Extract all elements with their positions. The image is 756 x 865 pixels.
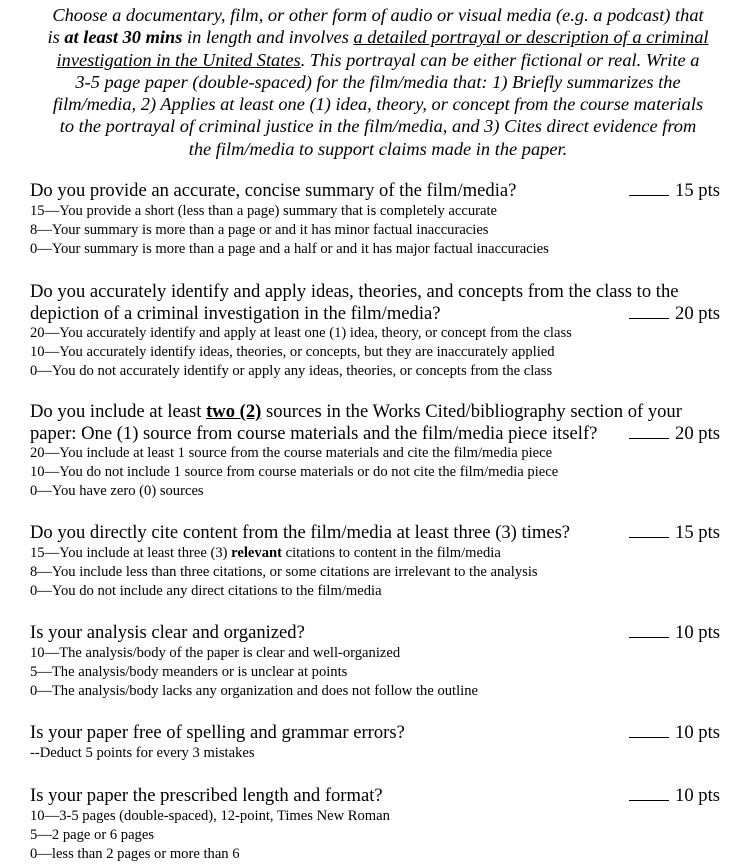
instr-line: the film/media to support claims made in the paper. xyxy=(188,138,568,159)
rubric-item-summary xyxy=(30,180,720,259)
rubric-question: depiction of a criminal investigation in the film/media? xyxy=(30,302,441,324)
criterion: 15—You provide a short (less than a page) summary that is completely accurate xyxy=(30,202,498,219)
score-blank[interactable] xyxy=(629,523,669,538)
rubric-item-grammar xyxy=(30,722,720,763)
criterion-text: 15—You include at least three (3) xyxy=(30,544,232,561)
instr-line: to the portrayal of criminal justice in the film/media, and 3) Cites direct evidence from xyxy=(59,116,697,137)
rubric-question: Do you provide an accurate, concise summary of the film/media? xyxy=(30,180,517,201)
points-label: 20 pts xyxy=(675,422,720,444)
criterion: 8—Your summary is more than a page or and it has minor factual inaccuracies xyxy=(30,221,489,238)
points-value xyxy=(629,622,720,644)
criterion: 0—You do not accurately identify or apply any ideas, theories, or concepts from the class xyxy=(30,363,553,380)
rubric-item-concepts xyxy=(30,281,720,382)
rubric-item-organization xyxy=(30,622,720,701)
score-blank[interactable] xyxy=(629,424,669,439)
instr-line: Choose a documentary, film, or other form of audio or visual media (e.g. a podcast) that xyxy=(52,5,704,25)
rubric-question: Is your paper free of spelling and grammar errors? xyxy=(30,722,405,743)
points-label: 10 pts xyxy=(675,785,720,806)
criterion: 20—You accurately identify and apply at least one (1) idea, theory, or concept from the class xyxy=(30,325,572,341)
rubric-question: Is your analysis clear and organized? xyxy=(30,622,305,643)
score-blank[interactable] xyxy=(629,304,669,319)
criterion: 0—Your summary is more than a page and a half or and it has major factual inaccuracies xyxy=(30,240,549,257)
instr-text: in length and involves xyxy=(182,27,354,48)
instr-line: film/media, 2) Applies at least one (1) idea, theory, or concept from the course materials xyxy=(52,94,704,115)
rubric-question: Do you directly cite content from the film/media at least three (3) times? xyxy=(30,522,571,543)
instr-line xyxy=(22,49,734,71)
criterion xyxy=(30,544,720,563)
score-blank[interactable] xyxy=(629,723,669,738)
points-label: 10 pts xyxy=(675,722,720,743)
points-label: 15 pts xyxy=(675,522,720,543)
criterion: 0—The analysis/body lacks any organization and does not follow the outline xyxy=(30,682,478,699)
rubric-item-length-format xyxy=(30,785,720,864)
rubric-item-citations xyxy=(30,522,720,601)
rubric-question xyxy=(30,401,720,423)
criterion: 10—3-5 pages (double-spaced), 12-point, Times New Roman xyxy=(30,807,390,824)
question-emphasis: two (2) xyxy=(206,401,262,422)
rubric-question: paper: One (1) source from course materials and the film/media piece itself? xyxy=(30,422,598,444)
score-blank[interactable] xyxy=(629,181,669,196)
rubric-question: Is your paper the prescribed length and format? xyxy=(30,785,383,806)
instr-line xyxy=(22,26,734,48)
instr-underline: a detailed portrayal or description of a criminal xyxy=(353,27,709,48)
instr-bold: at least 30 mins xyxy=(64,27,183,48)
rubric-question: Do you accurately identify and apply ideas, theories, and concepts from the class to the xyxy=(30,281,679,302)
criterion: 10—You accurately identify ideas, theories, or concepts, but they are inaccurately applied xyxy=(30,344,555,361)
points-value xyxy=(629,180,720,202)
instr-text: is xyxy=(47,27,65,48)
assignment-instructions xyxy=(22,4,734,160)
points-value xyxy=(629,722,720,744)
criterion: 0—You do not include any direct citations to the film/media xyxy=(30,582,382,599)
question-text: sources in the Works Cited/bibliography section of your xyxy=(261,401,682,422)
points-label: 10 pts xyxy=(675,622,720,643)
score-blank[interactable] xyxy=(629,623,669,638)
criterion: 10—The analysis/body of the paper is clear and well-organized xyxy=(30,644,401,661)
criterion: 5—The analysis/body meanders or is unclear at points xyxy=(30,663,348,680)
points-value xyxy=(629,785,720,807)
criterion: 10—You do not include 1 source from course materials or do not cite the film/media piece xyxy=(30,464,559,481)
criterion: 8—You include less than three citations, or some citations are irrelevant to the analysis xyxy=(30,563,538,580)
points-value xyxy=(629,303,720,325)
instr-text: . This portrayal can be either fictional or real. Write a xyxy=(300,49,700,70)
points-value xyxy=(629,423,720,445)
instr-underline: investigation in the United States xyxy=(56,49,301,70)
criterion-emphasis: relevant xyxy=(231,544,282,561)
criterion: 20—You include at least 1 source from the course materials and cite the film/media piece xyxy=(30,445,553,461)
points-label: 20 pts xyxy=(675,302,720,324)
question-text: Do you include at least xyxy=(30,401,207,422)
points-value xyxy=(629,522,720,544)
criterion: 0—less than 2 pages or more than 6 xyxy=(30,845,240,862)
instr-line: 3-5 page paper (double-spaced) for the film/media that: 1) Briefly summarizes the xyxy=(75,71,681,92)
criterion: 0—You have zero (0) sources xyxy=(30,483,204,500)
points-label: 15 pts xyxy=(675,180,720,201)
score-blank[interactable] xyxy=(629,786,669,801)
criterion: 5—2 page or 6 pages xyxy=(30,826,155,843)
criterion-text: citations to content in the film/media xyxy=(281,544,501,561)
criterion: --Deduct 5 points for every 3 mistakes xyxy=(30,744,255,761)
rubric-item-sources xyxy=(30,401,720,502)
